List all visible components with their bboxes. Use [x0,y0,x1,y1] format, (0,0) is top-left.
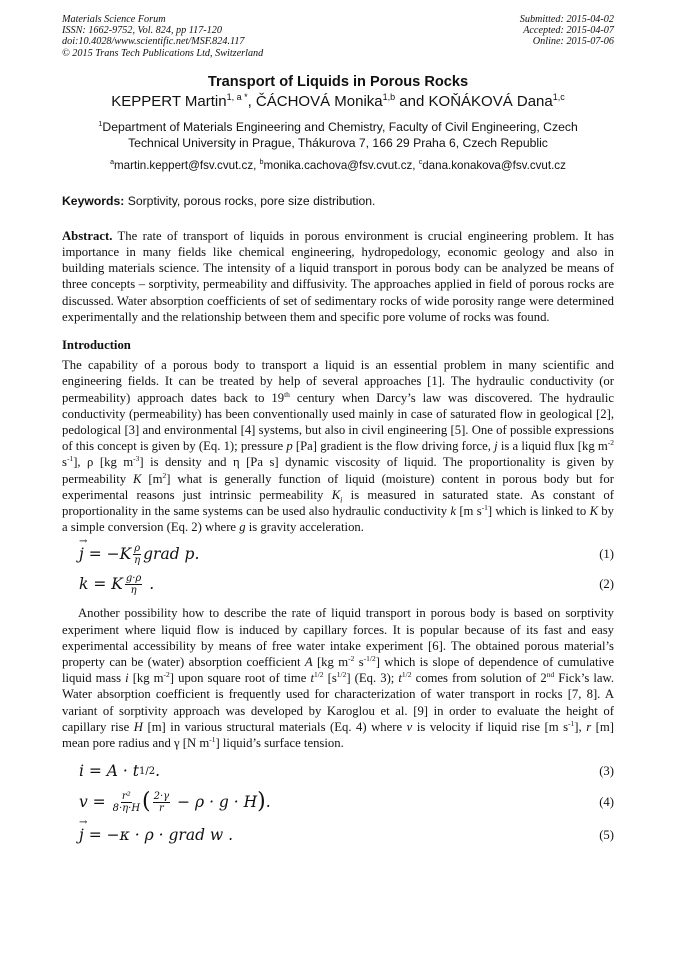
text-run: ] (Eq. 3); [346,671,399,686]
publication-header [62,14,614,59]
text-run: by a simple conversion (Eq. 2) where [62,503,614,535]
header-right [520,14,614,59]
equation-body [79,573,154,596]
affiliation-sup: 1 [98,118,103,128]
denominator: η [134,554,141,566]
paper-title: Transport of Liquids in Porous Rocks [207,73,469,90]
text-run: The capability of a porous body to transport a liquid is an essential problem in many scientific and engineering fields. It can be treated by help of several approaches [1]. The hydraulic conductivity (or permeability) approach dates back to 19 [62,358,614,405]
equation-2 [79,571,614,597]
fraction [125,573,142,596]
symbol: i [125,671,129,686]
numerator: g·ρ [125,572,142,584]
symbol: A [304,654,313,669]
text-run: s [62,455,67,470]
text-run: ] liquid’s surface tension. [215,735,344,750]
vector-symbol: → j [79,826,84,844]
email-address: monika.cachova@fsv.cvut.cz, [263,158,419,172]
text-run: ], ρ [kg m [73,455,134,470]
subscript: i [340,495,343,505]
superscript: -1/2 [363,653,376,663]
equation-5 [79,823,614,847]
text-run: s [354,654,364,669]
author-sup: 1,c [552,91,565,102]
equation-text: grad p. [143,545,200,564]
equation-number: (1) [599,546,614,561]
journal-name: Materials Science Forum [62,14,166,25]
text-run: ] upon square root of time [169,671,311,686]
email-address: martin.keppert@fsv.cvut.cz, [114,158,260,172]
text-run: century when Darcy’s law was discovered. The hydraulic conductivity (permeability) has been conventionally used mainly in case of saturated flow in geological [2], pedological [3] and environmental [4] systems, but also in civil engineering [5]. One of possible expressions of this concept is given by (Eq. 1); pressure [62,390,614,454]
email-list [62,159,614,172]
text-run: [m s [456,503,482,518]
superscript: th [284,389,290,399]
equation-3 [79,759,614,783]
keywords-label: Keywords: [62,193,125,208]
vector-symbol: → j [79,545,84,563]
superscript: nd [546,669,555,679]
superscript: -1 [209,734,216,744]
superscript: -1 [568,718,575,728]
numerator: ρ [134,542,141,554]
equation-text: . [155,762,161,781]
text-run: ] which is linked to [487,503,590,518]
symbol: K [589,503,599,518]
author-list [62,92,614,110]
superscript: -2 [607,437,614,447]
email-sup: a [110,159,114,167]
text-run: is a liquid flux [kg m [497,439,608,454]
equation-body [79,543,199,566]
equation-number: (4) [599,794,614,809]
superscript: 1/2 [313,669,324,679]
author-name: KEPPERT Martin [111,92,227,110]
symbol: v [406,719,413,734]
equation-text: . [149,575,155,594]
superscript: 1/2 [401,669,412,679]
equation-body [79,826,233,844]
text-run: [m] mean pore radius and γ [N m [62,719,615,750]
affiliation [62,116,614,151]
equation-body [79,762,160,780]
equation-number: (2) [599,576,614,591]
section-heading: Introduction [62,338,131,353]
equation-1 [79,541,614,567]
symbol: r [586,719,592,734]
abstract-label: Abstract. [62,228,113,243]
symbol: p [286,439,293,454]
equation-text: k = K [79,575,123,594]
equation-text: i = A · t [79,762,140,781]
text-run: is gravity acceleration. [245,520,364,535]
symbol: H [133,719,143,734]
denominator: 8·η·H [112,802,141,814]
text-run: is measured in saturated state. As constant of proportionality in the same systems can be used also hydraulic conductivity [62,487,614,518]
equation-body [79,791,271,814]
symbol: K [133,471,142,486]
text-run: [m] in various structural materials (Eq. 4) where [142,719,407,734]
text-run: [kg m [312,654,349,669]
equation-text: − ρ · g · H [177,793,258,812]
accepted-date: Accepted: 2015-04-07 [523,25,614,37]
fraction [113,791,140,814]
copyright-line: © 2015 Trans Tech Publications Ltd, Switzerland [62,47,264,59]
online-date: Online: 2015-07-06 [532,36,614,48]
equation-text: v = [79,793,106,812]
text-run: comes from solution of 2 [411,671,547,686]
author-separator: and [395,92,429,110]
symbol: t [398,671,402,686]
text-run: Another possibility how to describe the rate of liquid transport in porous body is based on sorptivity experiment where liquid flow is induced by capillary forces. It is popular because of its fast and easy experimental accessibility by means of free water intake experiment [6]. The obtained porous material’s property can be (water) absorption coefficient [62,606,614,669]
submitted-date: Submitted: 2015-04-02 [519,14,614,25]
affiliation-text: Department of Materials Engineering and Chemistry, Faculty of Civil Engineering, Czech [102,119,578,134]
numerator: 2·γ [153,790,170,802]
equation-4 [79,787,614,817]
text-run: ] what is generally function of liquid (moisture) content in porous body but for experimental reasons just intrinsic permeability [62,471,614,502]
author-name: ČÁCHOVÁ Monika [255,92,383,110]
superscript: -2 [163,669,170,679]
exponent: 1/2 [139,765,156,777]
keywords [62,194,614,208]
equation-number: (3) [599,763,614,778]
paren-close: ) [257,789,266,815]
email-sup: b [259,159,264,167]
intro-paragraph-1 [62,357,614,535]
equation-text: = −κ · ρ · grad w . [88,826,234,845]
text-run: [m [141,471,163,486]
superscript: -1 [481,502,488,512]
superscript: -1 [66,454,74,464]
text-run: [kg m [128,671,164,686]
fraction [153,791,171,814]
equation-text: . [265,793,271,812]
email-address: dana.konakova@fsv.cvut.cz [422,158,566,172]
superscript: 2 [162,470,167,480]
numerator: r² [121,790,131,802]
doi-line: doi:10.4028/www.scientific.net/MSF.824.117 [62,36,245,48]
text-run: [Pa] gradient is the flow driving force, [292,439,495,454]
superscript: 1/2 [336,669,347,679]
denominator: η [130,584,137,596]
email-sup: c [418,159,423,167]
symbol: j [494,439,498,454]
equation-text: = −K [88,545,132,564]
superscript: -2 [348,653,355,663]
symbol: K [331,487,341,502]
text-run: ] is density and η [Pa s] dynamic viscosity of liquid. The proportionality is given by permeability [62,455,614,486]
denominator: r [159,802,164,814]
text-run: [s [323,671,337,686]
symbol: g [239,520,246,535]
text-run: Fick’s law. Water absorption coefficient is frequently used for characterization of water transport in rocks [7, 8]. A variant of sorptivity approach was developed by Karoglou et al. [9] in order to evaluate the height of capillary rise [62,671,615,734]
affiliation-line: Technical University in Prague, Thákurova 7, 166 29 Praha 6, Czech Republic [128,135,548,150]
header-left [62,14,263,59]
abstract [62,228,614,325]
issn-line: ISSN: 1662-9752, Vol. 824, pp 117-120 [62,25,222,37]
paper-page [62,14,614,847]
abstract-text: The rate of transport of liquids in porous environment is crucial engineering problem. It has importance in many fields like chemical engineering, hydropedology, economic geology and also in building materials science. The intensity of a liquid transport in porous body can be analyzed be means of three concepts – sorptivity, permeability and diffusivity. The approaches applied in field of porous rocks are discussed. Water absorption coefficients of set of sedimentary rocks of wide porosity range were determined experimentally and the relationship between them and specific pore volume of rocks was found. [62,228,614,324]
keywords-text: Sorptivity, porous rocks, pore size distribution. [124,193,376,208]
symbol: k [450,503,457,518]
text-run: ] which is slope of dependence of cumulative liquid mass [62,654,615,686]
intro-paragraph-2 [62,605,614,751]
text-run: ], [574,719,587,734]
symbol: t [310,671,314,686]
text-run: is velocity if liquid rise [m s [412,719,569,734]
equation-number: (5) [599,827,614,842]
author-separator: , [247,92,256,110]
affiliation-line [62,116,614,135]
author-sup: 1,b [382,91,396,102]
paren-open: ( [142,789,151,815]
author-name: KOŇÁKOVÁ Dana [428,92,553,110]
author-sup: 1, a * [226,91,248,102]
superscript: -3 [133,454,140,464]
fraction [133,543,141,566]
